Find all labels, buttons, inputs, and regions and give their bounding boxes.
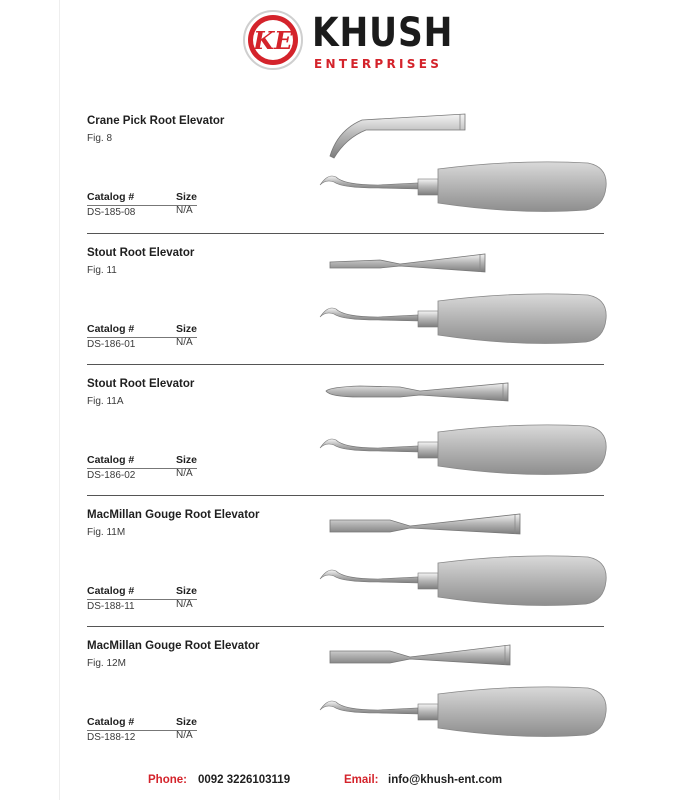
product-title: Crane Pick Root Elevator (87, 115, 225, 127)
product-title: Stout Root Elevator (87, 378, 195, 390)
product-title: MacMillan Gouge Root Elevator (87, 509, 260, 521)
size-header: Size (176, 585, 198, 597)
size-value: N/A (176, 205, 193, 216)
elevator-instrument-icon (318, 418, 608, 478)
catalog-header: Catalog # (87, 716, 135, 728)
section-divider (87, 364, 604, 365)
product-item (0, 378, 689, 509)
catalog-header: Catalog # (87, 323, 135, 335)
product-fig: Fig. 11 (87, 265, 117, 276)
brand-subtitle: ENTERPRISES (314, 57, 443, 71)
product-item (0, 247, 689, 378)
product-item (0, 509, 689, 640)
size-value: N/A (176, 599, 193, 610)
email-label: Email: (344, 774, 379, 786)
product-fig: Fig. 11M (87, 527, 126, 538)
catalog-number: DS-188-11 (87, 601, 135, 612)
size-value: N/A (176, 730, 193, 741)
email-link[interactable]: info@khush-ent.com (388, 774, 503, 786)
product-fig: Fig. 11A (87, 396, 124, 407)
company-logo[interactable] (242, 9, 462, 79)
ke-monogram-icon (242, 9, 304, 71)
size-header: Size (176, 454, 198, 466)
brand-name: KHUSH (312, 10, 454, 56)
logo-monogram: KE (253, 26, 293, 55)
size-header: Size (176, 323, 198, 335)
catalog-number: DS-186-01 (87, 339, 136, 350)
elevator-instrument-icon (318, 680, 608, 740)
product-title: Stout Root Elevator (87, 247, 195, 259)
elevator-instrument-icon (318, 287, 608, 347)
phone-label: Phone: (148, 774, 187, 786)
product-fig: Fig. 8 (87, 133, 113, 144)
section-divider (87, 626, 604, 627)
product-item (0, 640, 689, 771)
size-value: N/A (176, 468, 193, 479)
catalog-number: DS-188-12 (87, 732, 136, 743)
elevator-instrument-icon (318, 549, 608, 609)
product-fig: Fig. 12M (87, 658, 126, 669)
catalog-header: Catalog # (87, 454, 135, 466)
product-item (0, 115, 689, 246)
section-divider (87, 495, 604, 496)
product-title: MacMillan Gouge Root Elevator (87, 640, 260, 652)
catalog-header: Catalog # (87, 585, 135, 597)
catalog-number: DS-185-08 (87, 207, 136, 218)
contact-footer (0, 774, 689, 792)
elevator-instrument-icon (318, 155, 608, 215)
size-header: Size (176, 716, 198, 728)
catalog-header: Catalog # (87, 191, 135, 203)
size-header: Size (176, 191, 198, 203)
section-divider (87, 233, 604, 234)
size-value: N/A (176, 337, 193, 348)
phone-number-link[interactable]: 0092 3226103119 (198, 774, 291, 786)
catalog-number: DS-186-02 (87, 470, 136, 481)
